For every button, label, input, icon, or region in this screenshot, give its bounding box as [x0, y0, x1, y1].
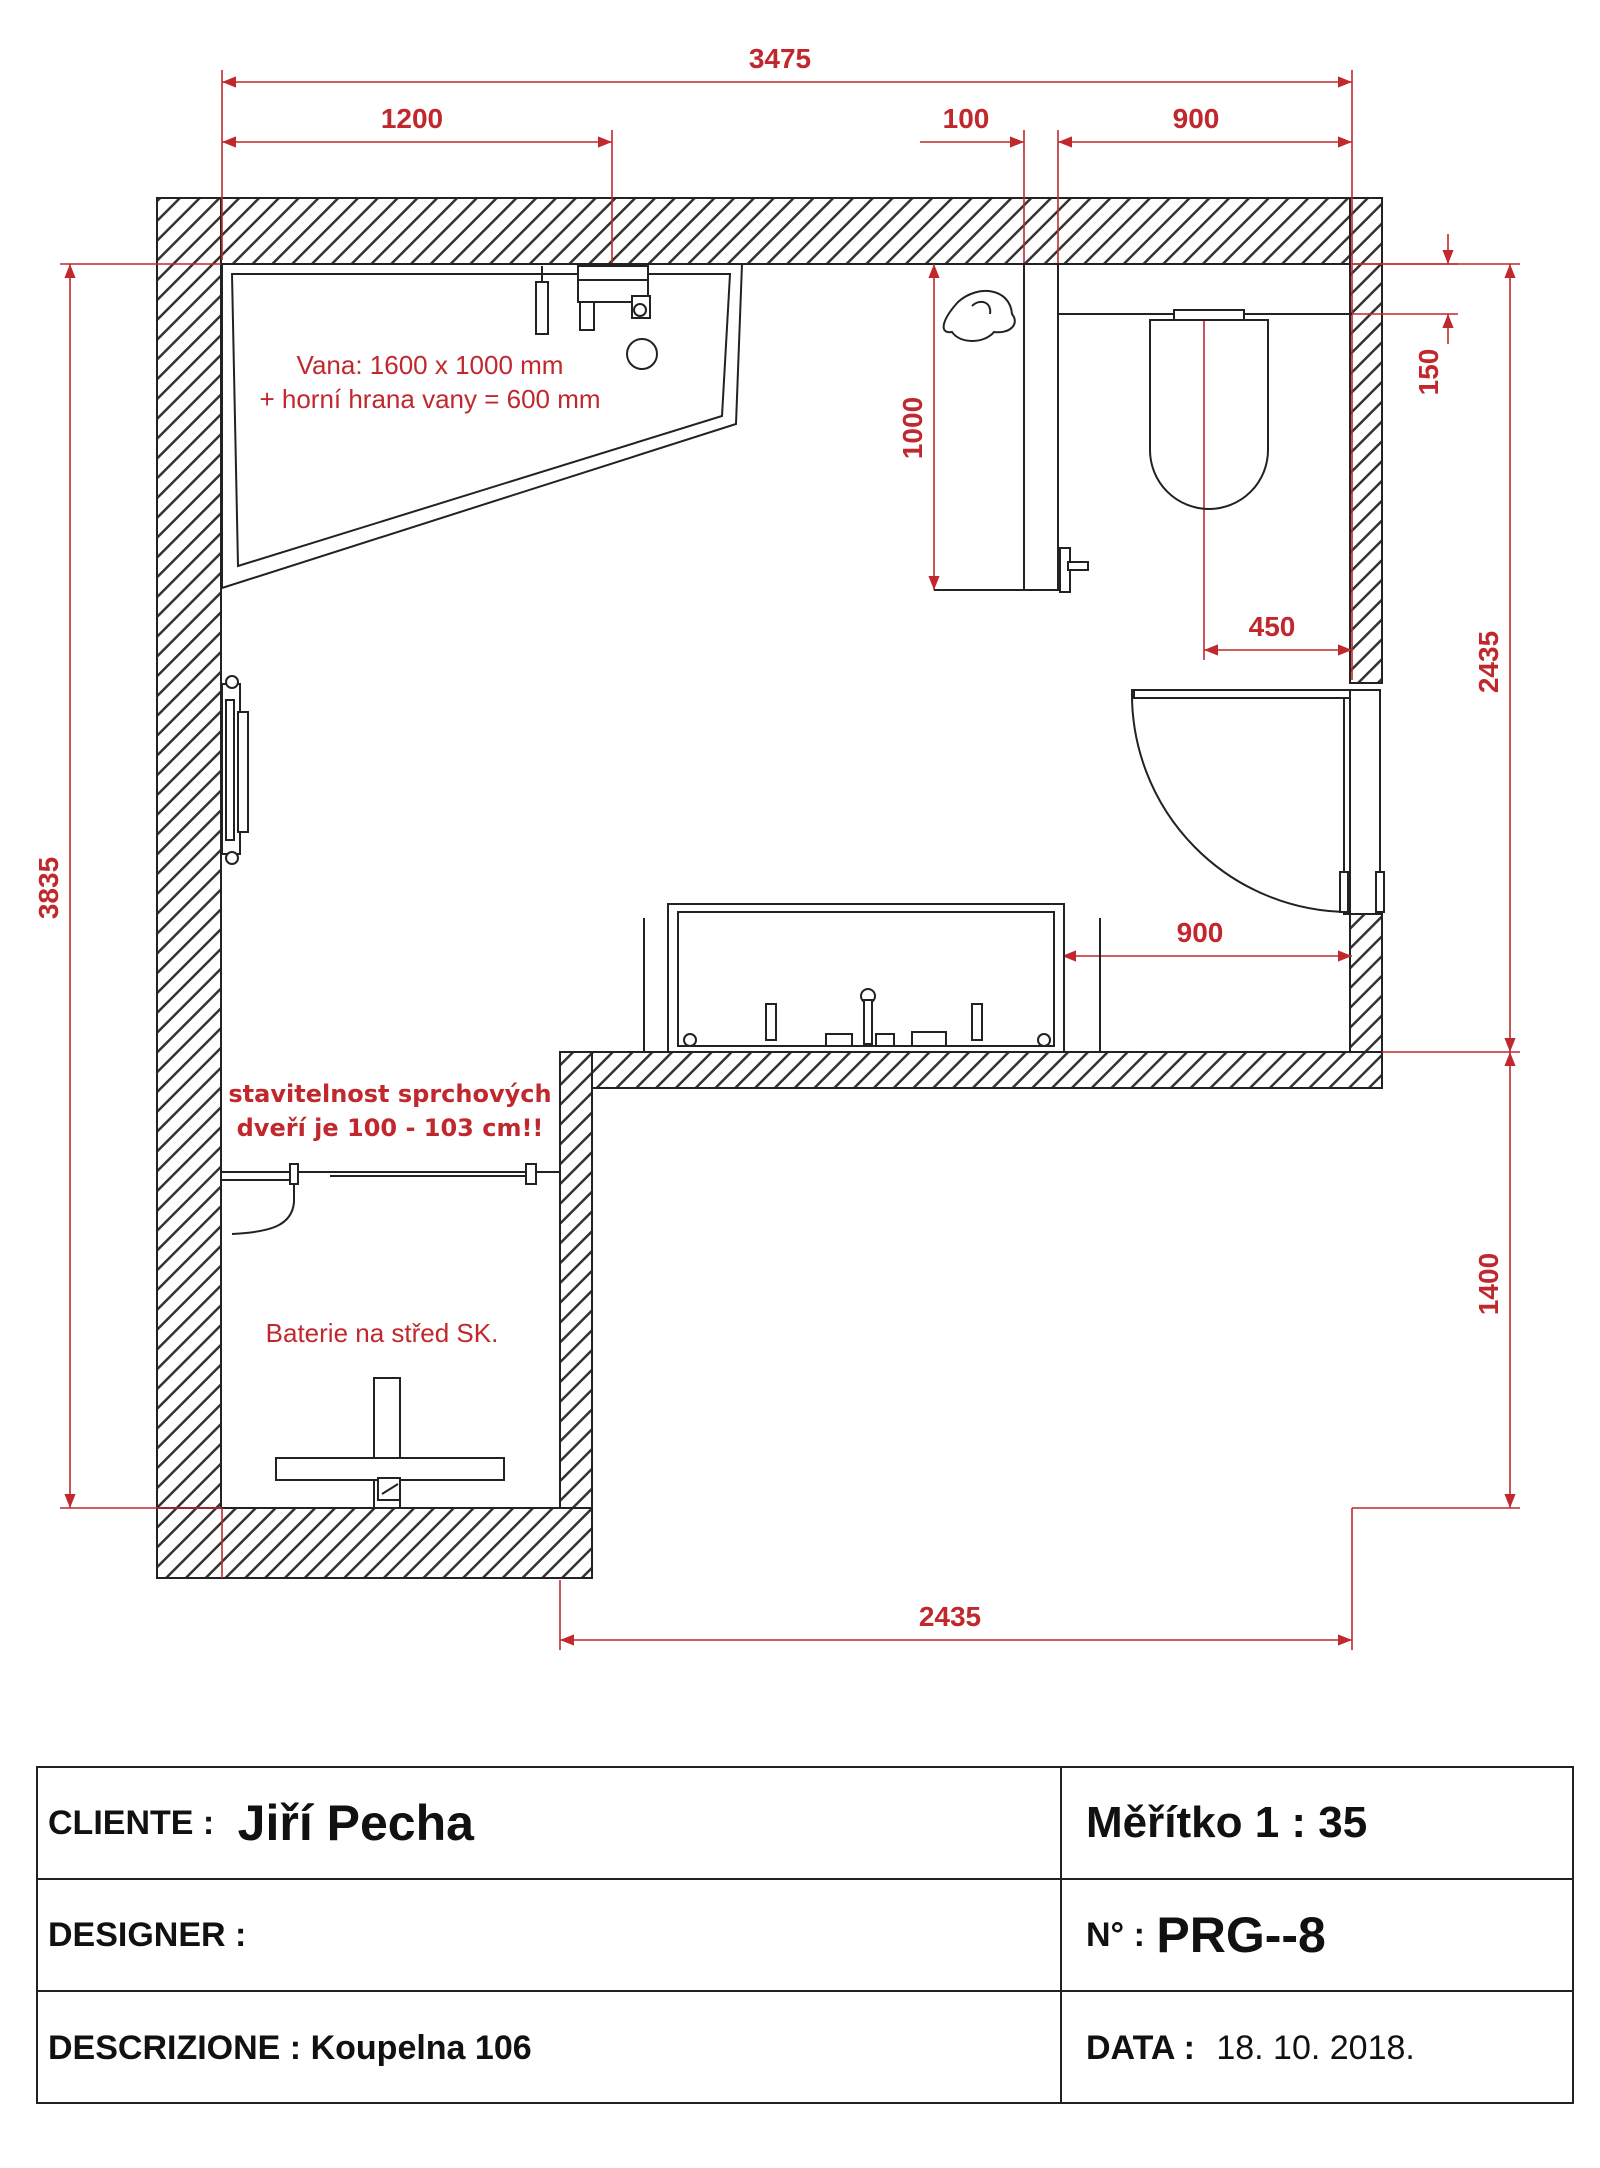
shower-door-note-line2: dveří je 100 - 103 cm!! [236, 1114, 544, 1142]
dim-900-top: 900 [1172, 103, 1220, 134]
title-row-designer [38, 1880, 1572, 1992]
date-label: DATA : [1086, 2028, 1205, 2067]
dim-1200: 1200 [380, 103, 444, 134]
client-value: Jiří Pecha [237, 1795, 474, 1851]
number-cell [1062, 1880, 1572, 1990]
shower-door-handle [232, 1184, 294, 1234]
vanity-unit [644, 904, 1100, 1052]
shower-door-note-line1: stavitelnost sprchových [228, 1080, 552, 1108]
designer-cell [38, 1880, 1062, 1990]
dimension-lines [33, 43, 1520, 1650]
door-leaf [1132, 690, 1350, 912]
dim-150: 150 [1413, 348, 1444, 396]
wc-logo-icon [944, 291, 1015, 341]
wc-partition-wall [1024, 264, 1058, 590]
dim-1000: 1000 [897, 396, 928, 460]
description-label: DESCRIZIONE : [48, 2028, 311, 2067]
toilet-bowl-icon [1150, 320, 1268, 509]
wall-right-lower [1350, 912, 1382, 1052]
shower-tap-note: Baterie na střed SK. [265, 1318, 499, 1348]
client-cell [38, 1768, 1062, 1878]
title-block [36, 1766, 1574, 2104]
wall-middle-horizontal [560, 1052, 1382, 1088]
towel-radiator-icon [222, 676, 248, 864]
bath-note-line2: + horní hrana vany = 600 mm [259, 384, 601, 414]
wall-shower-right [560, 1052, 592, 1578]
bathtub [222, 264, 742, 588]
dim-100: 100 [942, 103, 990, 134]
number-label: N° : [1086, 1915, 1155, 1954]
description-value: Koupelna 106 [310, 2028, 532, 2067]
wall-top [157, 198, 1382, 264]
title-row-description [38, 1992, 1572, 2104]
shower-tap-icon [276, 1378, 504, 1508]
dim-3835: 3835 [33, 856, 64, 920]
client-label: CLIENTE : [48, 1803, 224, 1842]
dim-2435-bottom: 2435 [918, 1601, 982, 1632]
description-cell [38, 1992, 1062, 2104]
shower-area [222, 1080, 560, 1508]
scale-text: Měřítko 1 : 35 [1086, 1798, 1368, 1847]
date-cell [1062, 1992, 1572, 2104]
dim-1400: 1400 [1473, 1252, 1504, 1316]
bath-drain-icon [627, 339, 657, 369]
dim-overall-width: 3475 [748, 43, 812, 74]
scale-cell [1062, 1768, 1572, 1878]
date-value: 18. 10. 2018. [1216, 2028, 1415, 2067]
wc-area [934, 264, 1352, 592]
toilet-paper-holder-icon [1060, 548, 1088, 592]
bath-faucet-icon [536, 266, 650, 334]
dim-450: 450 [1248, 611, 1296, 642]
bath-note-line1: Vana: 1600 x 1000 mm [296, 350, 564, 380]
designer-label: DESIGNER : [48, 1915, 247, 1954]
dim-2435-right: 2435 [1473, 630, 1504, 694]
wall-right-upper [1350, 198, 1382, 683]
title-row-client [38, 1768, 1572, 1880]
number-value: PRG--8 [1156, 1907, 1326, 1963]
wall-left [157, 198, 221, 1578]
dim-900-door: 900 [1176, 917, 1224, 948]
entrance-door [1132, 690, 1384, 914]
